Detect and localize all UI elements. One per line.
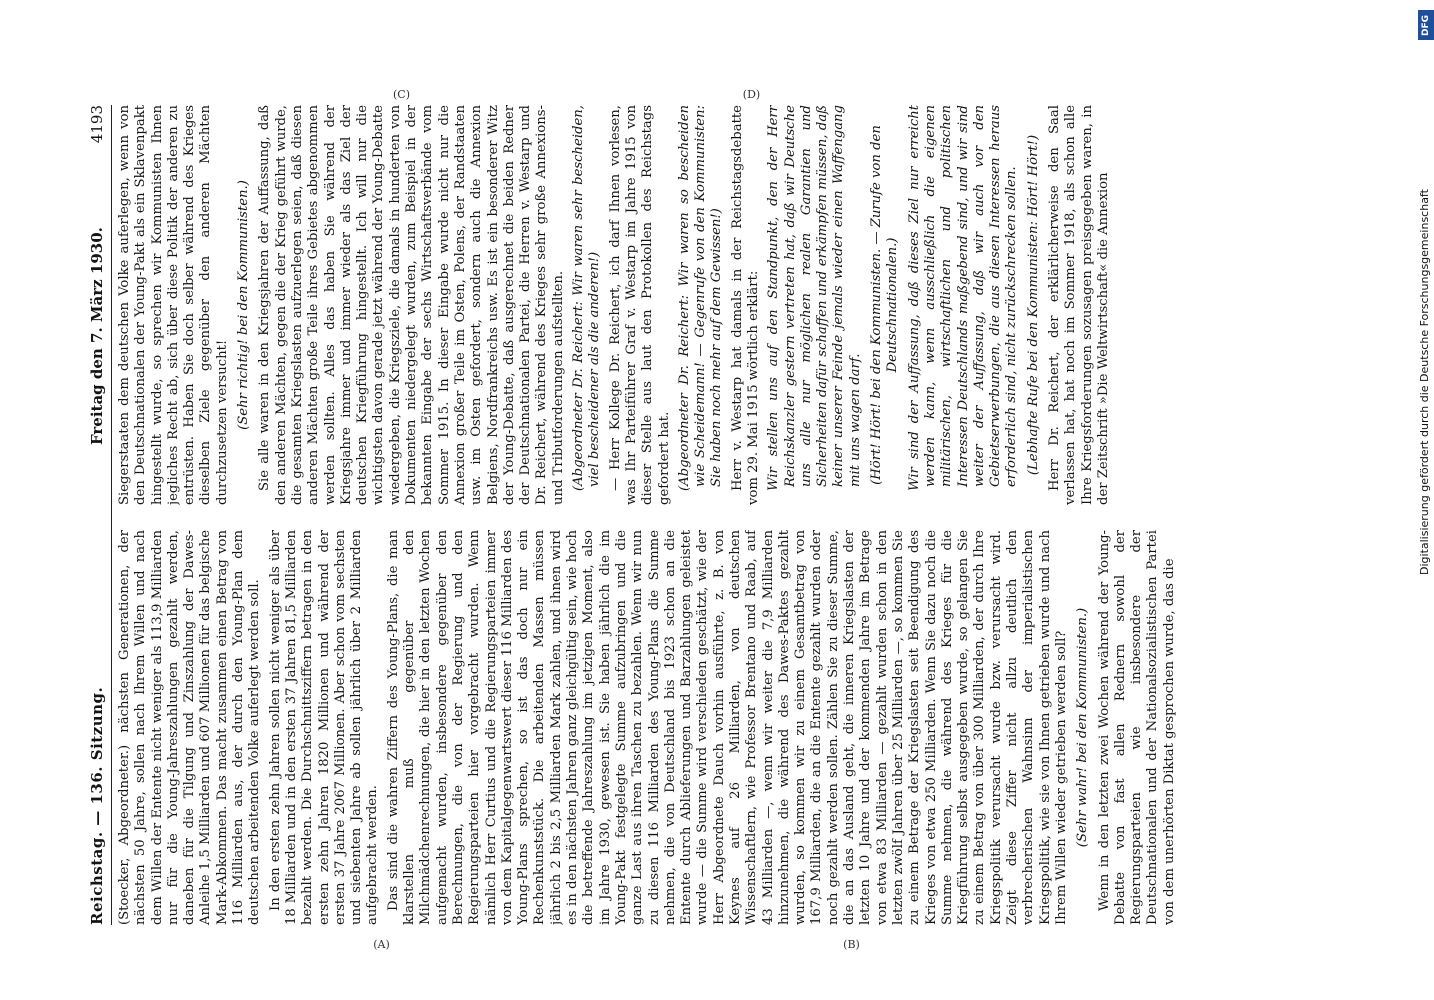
dfg-logo: DFG (1418, 10, 1434, 40)
interjection: (Sehr wahr! bei den Kommunisten.) (1075, 607, 1091, 848)
interjection: (Lebhafte Rufe bei den Kommunisten: Hört! Hört!) (1025, 134, 1041, 476)
margin-marker-c: (C) (393, 88, 410, 101)
margin-marker-a: (A) (373, 938, 390, 952)
paragraph: — Herr Kollege Dr. Reichert, ich darf Ihnen vorlesen, was Ihr Parteiführer Graf v. Westarp im Jahre 1915 von dieser Stelle aus laut den Protokollen des Reichstags gefordert hat. (607, 105, 672, 505)
paragraph: Sie alle waren in den Kriegsjahren der Auffassung, daß den anderen Mächten, gegen die der Krieg geführt wurde, die gesamten Kriegslasten aufzuerlegen seien, daß diesen anderen Mächten große Teile ihres Gebietes abgenommen werden sollten. Alles das haben Sie während der Kriegsjahre immer und immer wieder als das Ziel der deutschen Kriegführung hingestellt. Ich will nur die wichtigsten davon gerade jetzt während der Young-Debatte wiedergeben, die Kriegsziele, die damals in hunderten von Dokumenten niedergelegt wurden, zum Beispiel in der bekannten Eingabe der sechs Wirtschaftsverbände vom Sommer 1915. In dieser Eingabe wurde nicht nur die Annexion großer Teile im Osten, Polens, der Randstaaten usw. im Osten gefordert, sondern auch die Annexion Belgiens, Nordfrankreichs usw. Es ist ein besonderer Witz der Young-Debatte, daß ausgerechnet die beiden Redner der Deutschnationalen Partei, die Herren v. Westarp und Dr. Reichert, während des Krieges sehr große Annexions- und Tributforderungen aufstellten. (257, 105, 566, 505)
document-page (85, 87, 1415, 952)
funding-notice: Digitalisierung gefördert durch die Deutsche Forschungsgemeinschaft (1418, 189, 1431, 575)
interjection: (Sehr richtig! bei den Kommunisten.) (236, 180, 252, 430)
text-column-right (117, 105, 1407, 505)
margin-marker-d: (D) (742, 87, 761, 101)
header-date: Freitag den 7. März 1930. (88, 227, 106, 445)
paragraph: (Stoecker, Abgeordneter.) nächsten Generationen, der nächsten 50 Jahre, sollen nach Ihrem Willen und nach dem Willen der Entente nicht weniger als 113,9 Milliarden nur für die Young-Jahreszahlungen gezahlt werden, daneben für die Tilgung und Zinszahlung der Dawes-Anleihe 1,5 Milliarden und 607 Millionen für das belgische Mark-Abkommen. Das macht zusammen einen Betrag von 116 Milliarden aus, der durch den Young-Plan dem deutschen arbeitenden Volke auferlegt werden soll. (117, 530, 263, 925)
interjection: (Hört! Hört! bei den Kommunisten. — Zurufe von den Deutschnationalen.) (869, 125, 901, 485)
quotation: Wir sind der Auffassung, daß dieses Ziel nur erreicht werden kann, wenn ausschließlich die eigenen militärischen, wirtschaftlichen und politischen Interessen Deutschlands maßgebend sind, und wir sind weiter der Auffassung, daß wir auch vor den Gebietserwerbungen, die aus diesen Interessen heraus erforderlich sind, nicht zurückschrecken sollen. (906, 105, 1020, 491)
paragraph: Herr Dr. Reichert, der erklärlicherweise den Saal verlassen hat, hat noch im Sommer 1918, als schon alle Ihre Kriegsforderungen sozusagen preisgegeben waren, in der Zeitschrift »Die Weltwirtschaft« die Annexion (1047, 105, 1111, 505)
page-header (85, 105, 112, 925)
paragraph: Wenn in den letzten zwei Wochen während der Young-Debatte von fast allen Rednern sowohl der Regierungsparteien wie insbesondere der Deutschnationalen und der Nationalsozialistischen Partei von dem unerhörten Diktat gesprochen wurde, das die (1096, 530, 1177, 925)
page-number: 4193 (88, 105, 106, 144)
paragraph: In den ersten zehn Jahren sollen nicht weniger als über 18 Milliarden und in den ersten 37 Jahren 81,5 Milliarden bezahlt werden. Die Durchschnittsziffern betragen in den ersten zehn Jahren 1820 Millionen und während der ersten 37 Jahre 2067 Millionen. Aber schon vom sechsten und siebenten Jahre ab sollen jährlich über 2 Milliarden aufgebracht werden. (267, 530, 381, 925)
text-column-left (117, 530, 1407, 925)
interjection: (Abgeordneter Dr. Reichert: Wir waren sehr bescheiden, viel bescheidener als die anderen!) (571, 105, 603, 491)
margin-marker-b: (B) (843, 938, 860, 952)
header-left: Reichstag. — 136. Sitzung. (88, 686, 106, 925)
interjection: (Abgeordneter Dr. Reichert: Wir waren so bescheiden wie Scheidemann! — Gegenrufe von den Kommunisten: Sie haben noch mehr auf dem Gewissen!) (676, 105, 725, 491)
paragraph: Siegerstaaten dem deutschen Volke auferlegen, wenn von den Deutschnationalen der Young-Pakt als ein Sklavenpakt hingestellt wurde, so sprechen wir Kommunisten Ihnen jegliches Recht ab, sich über diese Politik der anderen zu entrüsten. Haben Sie doch selber während des Krieges dieselben Ziele gegenüber den anderen Mächten durchzusetzen versucht! (117, 105, 230, 505)
paragraph: Das sind die wahren Ziffern des Young-Plans, die man klarstellen muß gegenüber den Milchmädchenrechnungen, die hier in den letzten Wochen aufgemacht wurden, insbesondere gegenüber den Berechnungen, die von der Regierung und den Regierungsparteien hier vorgebracht wurden. Wenn nämlich Herr Curtius und die Regierungsparteien immer von dem Kapitalgegenwartswert dieser 116 Milliarden des Young-Plans sprechen, so ist das doch nur ein Rechenkunststück. Die arbeitenden Massen müssen jährlich 2 bis 2,5 Milliarden Mark zahlen, und ihnen wird es in den nächsten Jahren ganz gleichgültig sein, wie hoch die betreffende Jahreszahlung im jetzigen Moment, also im Jahre 1930, gewesen ist. Sie haben jährlich die im Young-Pakt festgelegte Summe aufzubringen und die ganze Last aus ihren Taschen zu bezahlen. Wenn wir nun zu diesen 116 Milliarden des Young-Plans die Summe nehmen, die von Deutschland bis 1923 schon an die Entente durch Ablieferungen und Barzahlungen geleistet wurde — die Summe wird verschieden geschätzt, wie der Herr Abgeordnete Dauch vorhin ausführte, z. B. von Keynes auf 26 Milliarden, von deutschen Wissenschaftlern, wie Professor Brentano und Raab, auf 43 Milliarden —, wenn wir weiter die 7,9 Milliarden hinzunehmen, die während des Dawes-Paktes gezahlt wurden, so kommen wir zu einem Gesamtbetrag von 167,9 Milliarden, die an die Entente gezahlt wurden oder noch gezahlt werden sollen. Zählen Sie zu dieser Summe, die an das Ausland geht, die inneren Kriegslasten der letzten 10 Jahre und der kommenden Jahre im Betrage von etwa 83 Milliarden — gezahlt wurden schon in den letzten zwölf Jahren über 25 Milliarden —, so kommen Sie zu einem Betrage der Kriegslasten seit Beendigung des Krieges von etwa 250 Milliarden. Wenn Sie dazu noch die Summe nehmen, die während des Krieges für die Kriegführung selbst ausgegeben wurde, so gelangen Sie zu einem Betrag von über 300 Milliarden, der durch Ihre Kriegspolitik verursacht wurde bzw. verursacht wird. Zeigt diese Ziffer nicht allzu deutlich den verbrecherischen Wahnsinn der imperialistischen Kriegspolitik, wie sie von Ihnen getrieben wurde und nach Ihrem Willen wieder getrieben werden soll? (385, 530, 1069, 925)
quotation: Wir stellen uns auf den Standpunkt, den der Herr Reichskanzler gestern vertreten hat, daß wir Deutsche uns alle nur möglichen realen Garantien und Sicherheiten dafür schaffen und erkämpfen müssen, daß keiner unserer Feinde jemals wieder einen Waffengang mit uns wagen darf. (766, 105, 863, 491)
paragraph: Herr v. Westarp hat damals in der Reichstagsdebatte vom 29. Mai 1915 wörtlich erklärt: (729, 105, 761, 505)
